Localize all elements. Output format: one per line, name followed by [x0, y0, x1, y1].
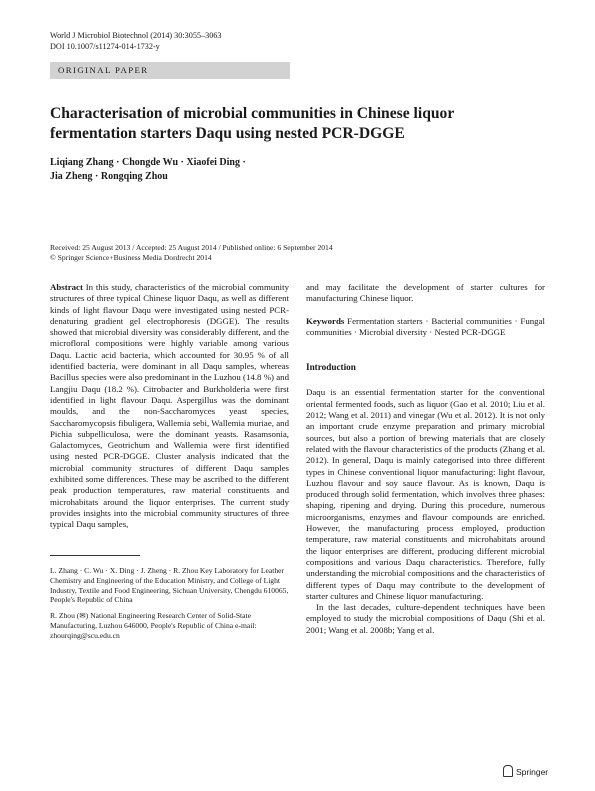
abstract-continued: and may facilitate the development of starter cultures for manufacturing Chinese liquor.	[306, 282, 545, 304]
keywords-label: Keywords	[306, 315, 345, 326]
copyright-line: © Springer Science+Business Media Dordrecht 2014	[50, 253, 212, 262]
affiliation-2: R. Zhou (✉) National Engineering Research Center of Solid-State Manufacturing, Luzhou 646000, People's Republic of China e-mail: zhourqing@scu.edu.cn	[50, 611, 257, 640]
paper-title: Characterisation of microbial communities in Chinese liquor fermentation starters Daqu using nested PCR-DGGE	[50, 105, 454, 142]
abstract-label: Abstract	[50, 282, 83, 292]
publication-dates	[50, 243, 550, 263]
publisher-name: Springer	[516, 767, 549, 777]
springer-horse-icon	[503, 765, 513, 777]
authors-line-2: Jia Zheng · Rongqing Zhou	[50, 171, 168, 182]
left-column	[50, 282, 289, 531]
abstract-text: In this study, characteristics of the microbial community structures of three typical Chinese liquor Daqu, as well as different kinds of light flavour Daqu were investigated using nested PCR-denaturing gradient gel electrophoresis (DGGE). The results showed that microbial diversity was considerably different, and the microfloral compositions were highly variable among various Daqu. Lactic acid bacteria, which accounted for 30.95 % of all identified bacteria, were dominant in all Daqu samples, whereas Bacillus species were also predominant in the Luzhou (14.8 %) and Langjiu Daqu (18.2 %). Citrobacter and Burkholderia were first identified in light flavour Daqu. Aspergillus was the dominant moulds, and the non-Saccharomyces yeast species, Saccharomycopsis fibuligera, Wallemia sebi, Wallemia muriae, and Pichia subpelliculosa, were the dominant yeasts. Rasamsonia, Galactomyces, Geotrichum and Wallemia were first identified using nested PCR-DGGE. Cluster analysis indicated that the microbial community structures of different Daqu samples exhibited some differences. These may be ascribed to the different peak production temperatures, raw material constituents and microhabitats around the liquor enterprises. The current study provides insights into the microbial community structures of three typical Daqu samples,	[50, 282, 289, 530]
intro-paragraph-1: Daqu is an essential fermentation starter for the conventional oriental fermented foods, such as liquor (Gao et al. 2010; Liu et al. 2012; Wang et al. 2011) and vinegar (Wu et al. 2012). It is not only an important crude enzyme preparation and primary microbial sources, but also a portion of brewing materials that are closely related with the flavour characteristics of the products (Zhang et al. 2012). In general, Daqu is mainly categorised into three different types in Chinese conventional liquor manufacturing: light flavour, Luzhou flavour and soy sauce flavour. As is known, Daqu is produced through solid fermentation, which involves three phases: shaping, ripening and drying. During this procedure, numerous microorganisms, enzymes and flavour compounds are enriched. However, the manufacturing process employed, production temperature, raw material constituents and microhabitats around the liquor enterprises are different, producing different microbial compositions and various Daqu characteristics. Therefore, fully understanding the microbial compositions and the characteristics of different types of Daqu may contribute to the development of starter cultures and Chinese liquor manufacturing.	[306, 387, 545, 601]
section-tag: ORIGINAL PAPER	[58, 65, 149, 75]
abstract	[50, 282, 289, 531]
doi: DOI 10.1007/s11274-014-1732-y	[50, 42, 160, 51]
section-heading-introduction: Introduction	[306, 362, 356, 373]
keywords	[306, 316, 545, 339]
section-tag-bar	[50, 62, 290, 79]
authors-line-1: Liqiang Zhang · Chongde Wu · Xiaofei Ding ·	[50, 157, 246, 168]
publisher-logo	[503, 765, 548, 777]
journal-citation: World J Microbiol Biotechnol (2014) 30:3055–3063	[50, 31, 222, 40]
received-line: Received: 25 August 2013 / Accepted: 25 August 2014 / Published online: 6 September 2014	[50, 243, 333, 252]
journal-header	[50, 30, 222, 52]
authors	[50, 156, 450, 184]
keywords-text: Fermentation starters · Bacterial communities · Fungal communities · Microbial diversity · Nested PCR-DGGE	[306, 315, 545, 337]
affiliations	[50, 566, 289, 647]
footnote-rule	[50, 555, 140, 556]
affiliation-1: L. Zhang · C. Wu · X. Ding · J. Zheng · R. Zhou Key Laboratory for Leather Chemistry and Engineering of the Education Ministry, and College of Light Industry, Textile and Food Engineering, Sichuan University, Chengdu 610065, People's Republic of China	[50, 566, 289, 605]
intro-paragraph-2: In the last decades, culture-dependent techniques have been employed to study the microbial compositions of Daqu (Shi et al. 2001; Wang et al. 2008b; Yang et al.	[306, 602, 545, 635]
right-column	[306, 282, 545, 636]
